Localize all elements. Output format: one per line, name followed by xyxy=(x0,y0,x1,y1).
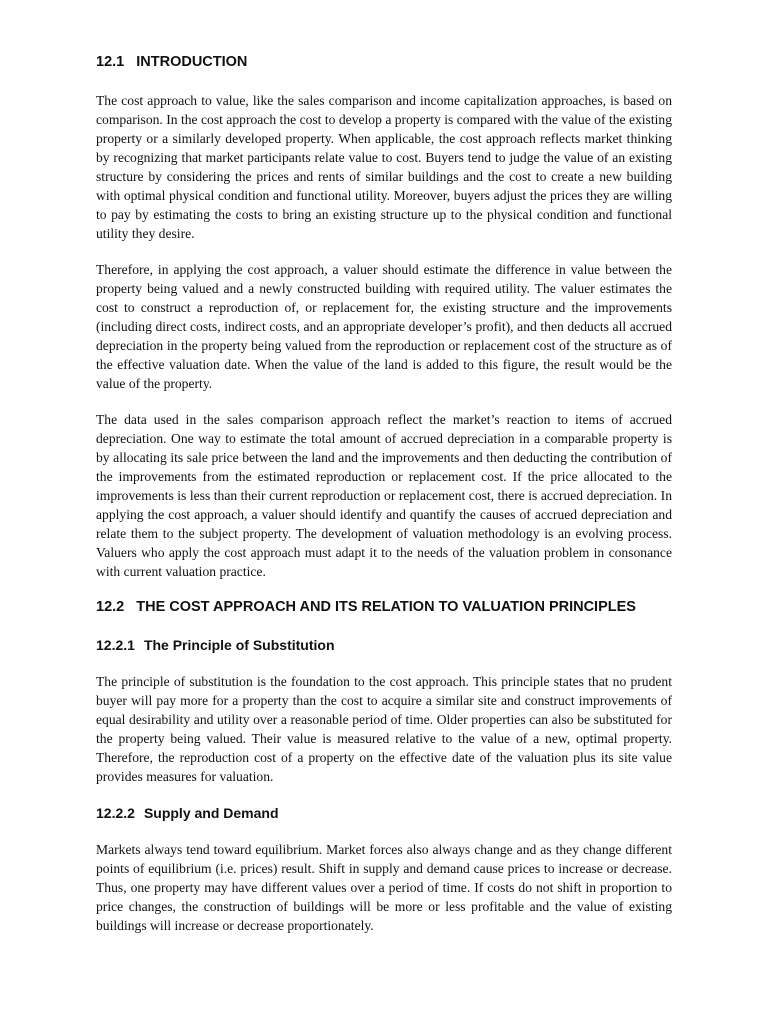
subsection-number: 12.2.1 xyxy=(96,637,135,653)
intro-paragraph-1: The cost approach to value, like the sales comparison and income capitalization approaches, is based on comparison. In the cost approach the cost to develop a property is compared with the value of the existing property or a similarly developed property. When applicable, the cost approach reflects market thinking by recognizing that market participants relate value to cost. Buyers tend to judge the value of an existing structure by considering the prices and rents of similar buildings and the cost to create a new building with optimal physical condition and functional utility. Moreover, buyers adjust the prices they are willing to pay by estimating the costs to bring an existing structure up to the physical condition and functional utility they desire. xyxy=(96,93,672,241)
supply-demand-paragraph: Markets always tend toward equilibrium. Market forces also always change and as they change different points of equilibrium (i.e. prices) result. Shift in supply and demand cause prices to increase or decrease. Thus, one property may have different values over a period of time. If costs do not shift in proportion to price changes, the construction of buildings will be more or less profitable and the value of existing buildings will increase or decrease proportionately. xyxy=(96,842,672,933)
intro-paragraph-3: The data used in the sales comparison approach reflect the market’s reaction to items of accrued depreciation. One way to estimate the total amount of accrued depreciation in a comparable property is by allocating its sale price between the land and the improvements and then deducting the contribution of the improvements from the estimated reproduction or replacement cost. If the price allocated to the improvements is less than their current reproduction or replacement cost, there is accrued depreciation. In applying the cost approach, a valuer should identify and quantify the causes of accrued depreciation and relate them to the subject property. The development of valuation methodology is an evolving process. Valuers who apply the cost approach must adapt it to the needs of the valuation problem in consonance with current valuation practice. xyxy=(96,412,672,579)
section-title: INTRODUCTION xyxy=(136,54,248,70)
section-number: 12.1 xyxy=(96,54,125,70)
section-title: THE COST APPROACH AND ITS RELATION TO VALUATION PRINCIPLES xyxy=(136,599,636,615)
substitution-paragraph: The principle of substitution is the foundation to the cost approach. This principle states that no prudent buyer will pay more for a property than the cost to acquire a similar site and construct improvements of equal desirability and utility over a reasonable period of time. Older properties can also be substituted for the property being valued. Their value is measured relative to the value of a new, optimal property. Therefore, the reproduction cost of a property on the effective date of the valuation plus its site value provides measures for valuation. xyxy=(96,674,672,784)
subsection-title: The Principle of Substitution xyxy=(143,637,335,653)
heading-supply-and-demand xyxy=(96,803,672,823)
heading-introduction xyxy=(96,52,672,72)
subsection-title: Supply and Demand xyxy=(143,805,279,821)
heading-cost-approach-principles xyxy=(96,597,672,617)
document-page xyxy=(96,52,672,935)
section-number: 12.2 xyxy=(96,599,125,615)
subsection-number: 12.2.2 xyxy=(96,805,135,821)
heading-principle-of-substitution xyxy=(96,635,672,655)
intro-paragraph-2: Therefore, in applying the cost approach, a valuer should estimate the difference in value between the property being valued and a newly constructed building with required utility. The valuer estimates the cost to construct a reproduction of, or replacement for, the existing structure and the improvements (including direct costs, indirect costs, and an appropriate developer’s profit), and then deducts all accrued depreciation in the property being valued from the reproduction or replacement cost of the structure as of the effective valuation date. When the value of the land is added to this figure, the result would be the value of the property. xyxy=(96,262,672,391)
